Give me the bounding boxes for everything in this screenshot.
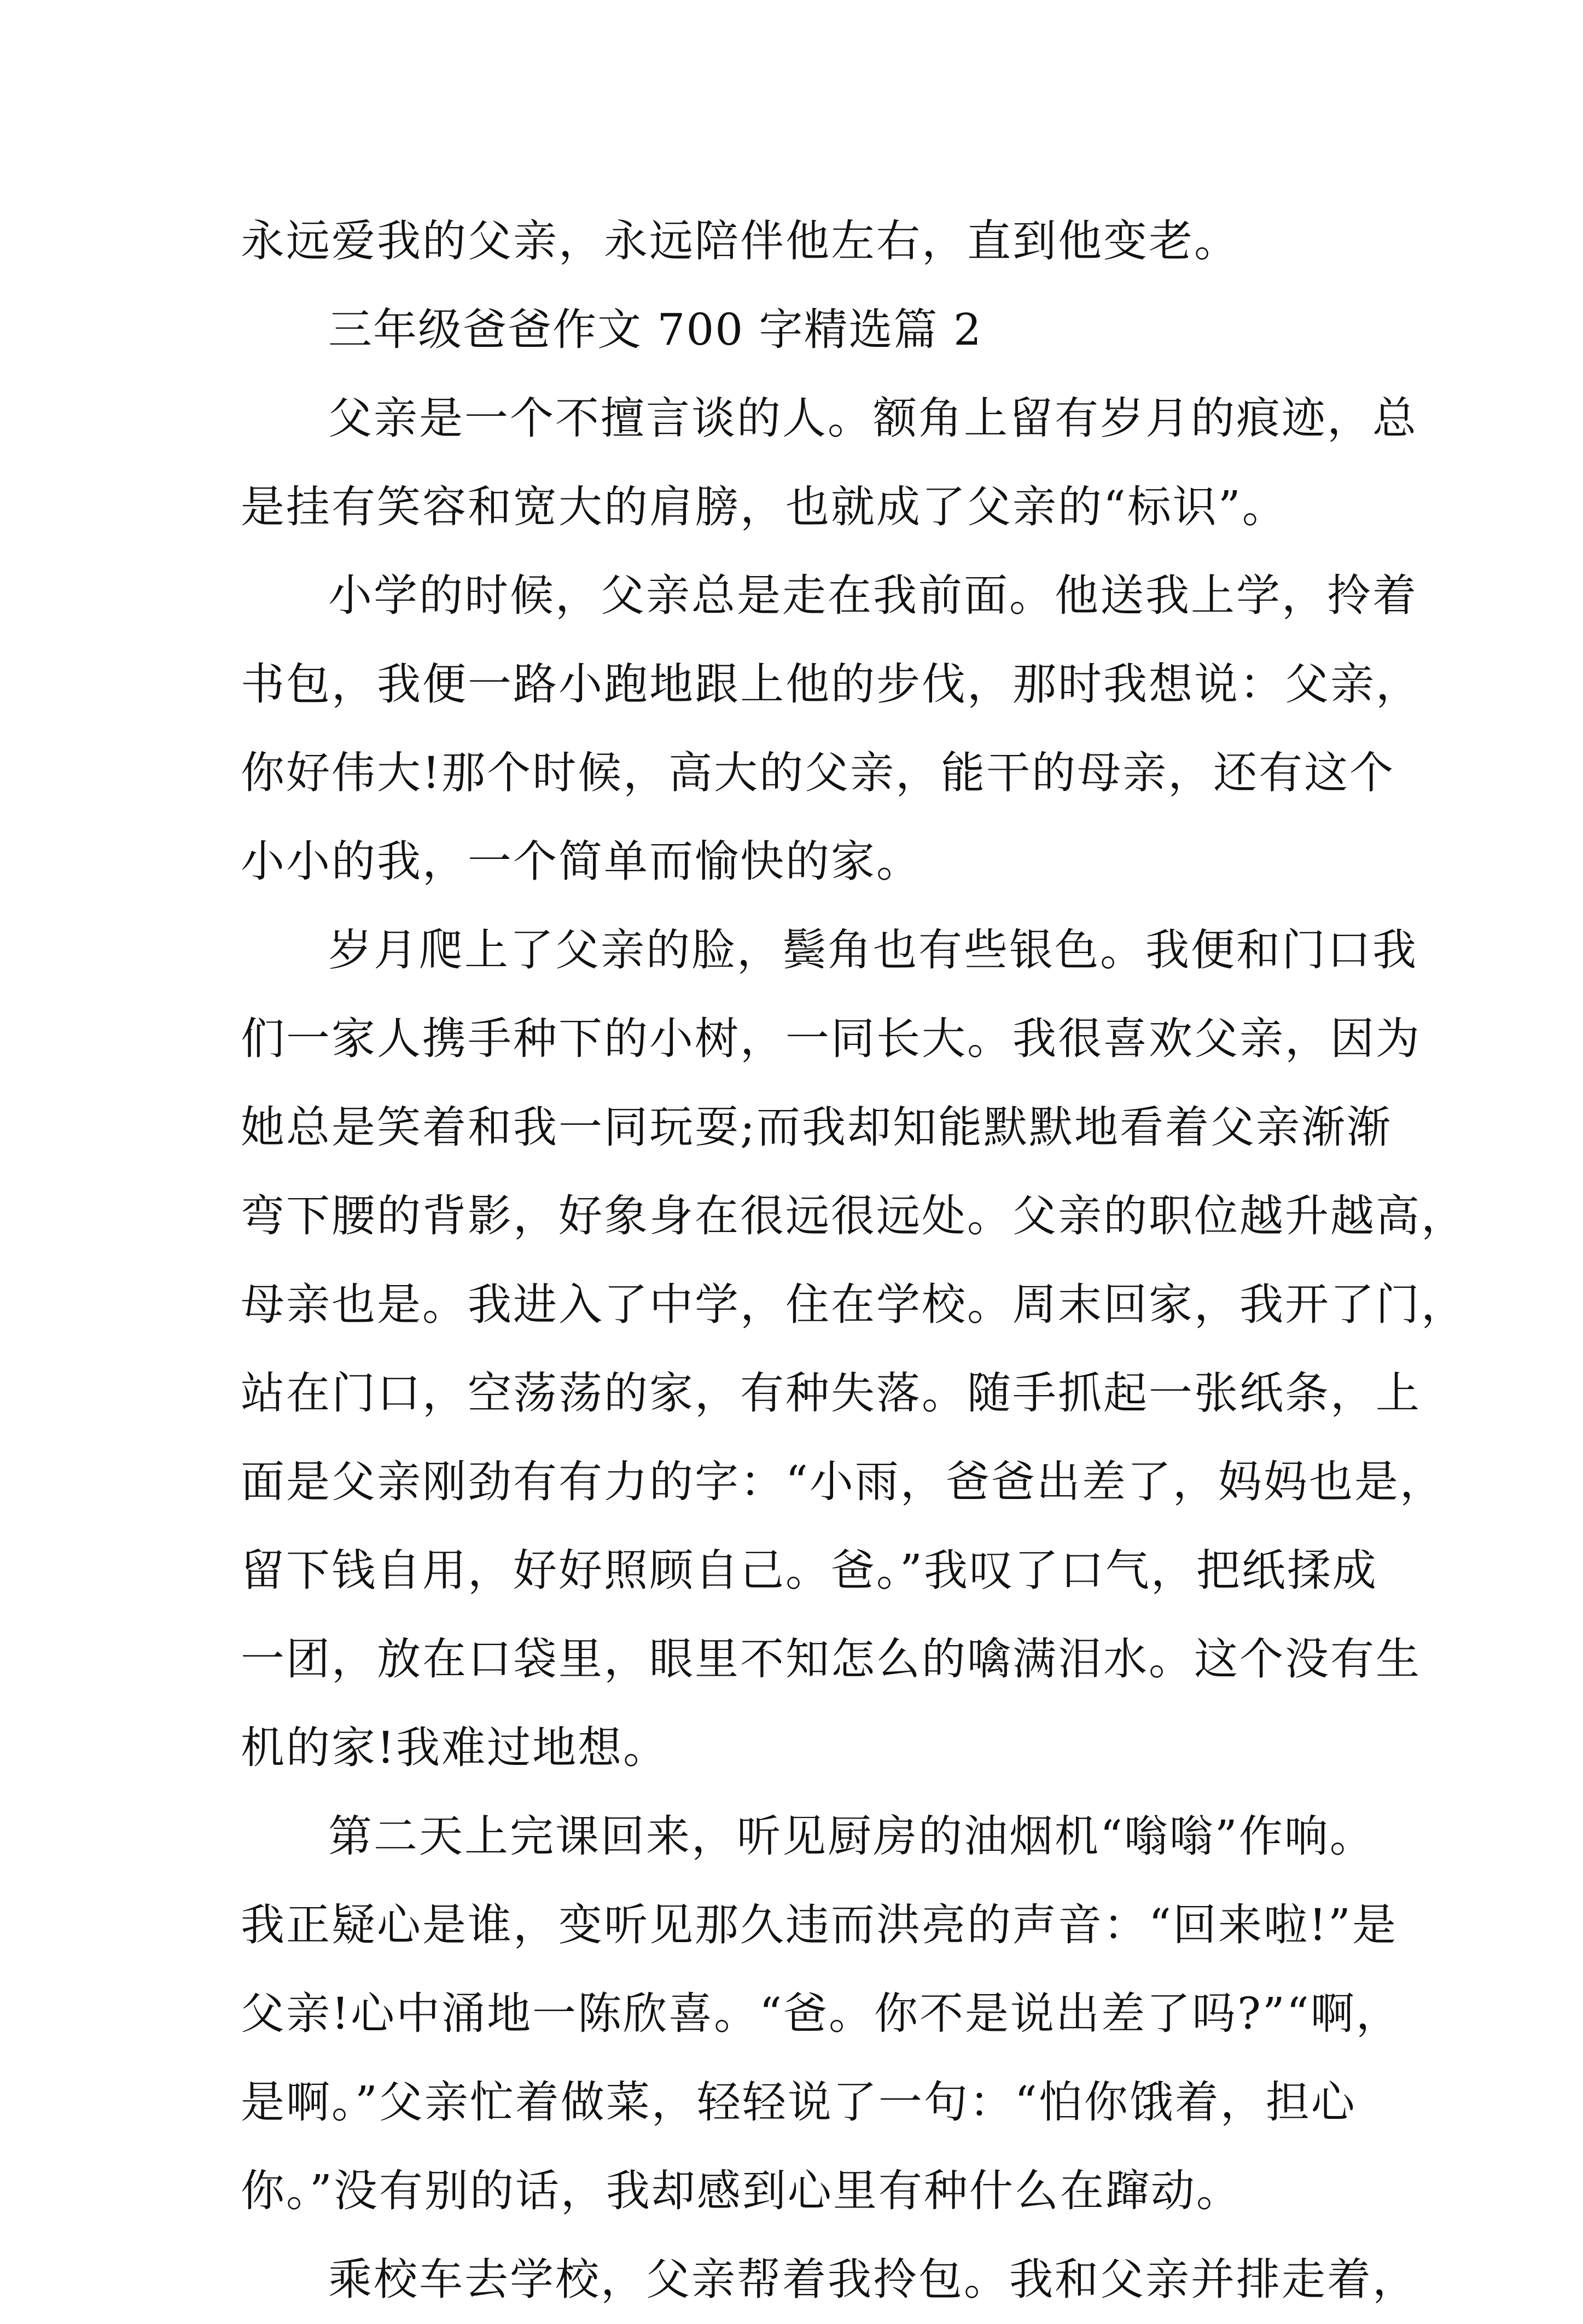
text-line: 父亲!心中涌地一陈欣喜。“爸。你不是说出差了吗?”“啊， bbox=[241, 1988, 1401, 2039]
text-line: 是啊。”父亲忙着做菜，轻轻说了一句：“怕你饿着，担心 bbox=[241, 2077, 1357, 2128]
text-line: 小小的我，一个简单而愉快的家。 bbox=[241, 836, 922, 887]
text-line: 父亲是一个不擅言谈的人。额角上留有岁月的痕迹，总 bbox=[328, 393, 1418, 444]
text-line: 站在门口，空荡荡的家，有种失落。随手抓起一张纸条，上 bbox=[241, 1368, 1421, 1419]
text-line: 她总是笑着和我一同玩耍;而我却知能默默地看着父亲渐渐 bbox=[241, 1102, 1392, 1153]
text-line: 小学的时候，父亲总是走在我前面。他送我上学，拎着 bbox=[328, 570, 1418, 621]
text-line: 机的家!我难过地想。 bbox=[241, 1722, 669, 1773]
text-line: 我正疑心是谁，变听见那久违而洪亮的声音：“回来啦!”是 bbox=[241, 1899, 1398, 1950]
text-line: 乘校车去学校，父亲帮着我拎包。我和父亲并排走着， bbox=[328, 2254, 1418, 2305]
text-line: 是挂有笑容和宽大的肩膀，也就成了父亲的“标识”。 bbox=[241, 481, 1288, 532]
text-line: 你。”没有别的话，我却感到心里有种什么在蹿动。 bbox=[241, 2165, 1242, 2216]
text-line: 一团，放在口袋里，眼里不知怎么的噙满泪水。这个没有生 bbox=[241, 1634, 1421, 1684]
text-line: 面是父亲刚劲有有力的字：“小雨，爸爸出差了，妈妈也是， bbox=[241, 1456, 1445, 1507]
text-line: 们一家人携手种下的小树，一同长大。我很喜欢父亲，因为 bbox=[241, 1013, 1421, 1064]
essay-text bbox=[241, 197, 1466, 2324]
text-line: 岁月爬上了父亲的脸，鬓角也有些银色。我便和门口我 bbox=[328, 925, 1418, 975]
text-line: 留下钱自用，好好照顾自己。爸。”我叹了口气，把纸揉成 bbox=[241, 1545, 1378, 1596]
text-line: 母亲也是。我进入了中学，住在学校。周末回家，我开了门， bbox=[241, 1279, 1466, 1330]
section-heading: 三年级爸爸作文 700 字精选篇 2 bbox=[328, 304, 982, 355]
text-line: 弯下腰的背影，好象身在很远很远处。父亲的职位越升越高， bbox=[241, 1190, 1466, 1241]
text-line: 永远爱我的父亲，永远陪伴他左右，直到他变老。 bbox=[241, 216, 1239, 266]
text-line: 第二天上完课回来，听见厨房的油烟机“嗡嗡”作响。 bbox=[328, 1811, 1375, 1862]
text-line: 你好伟大!那个时候，高大的父亲，能干的母亲，还有这个 bbox=[241, 747, 1395, 798]
text-line: 书包，我便一路小跑地跟上他的步伐，那时我想说：父亲， bbox=[241, 659, 1421, 710]
